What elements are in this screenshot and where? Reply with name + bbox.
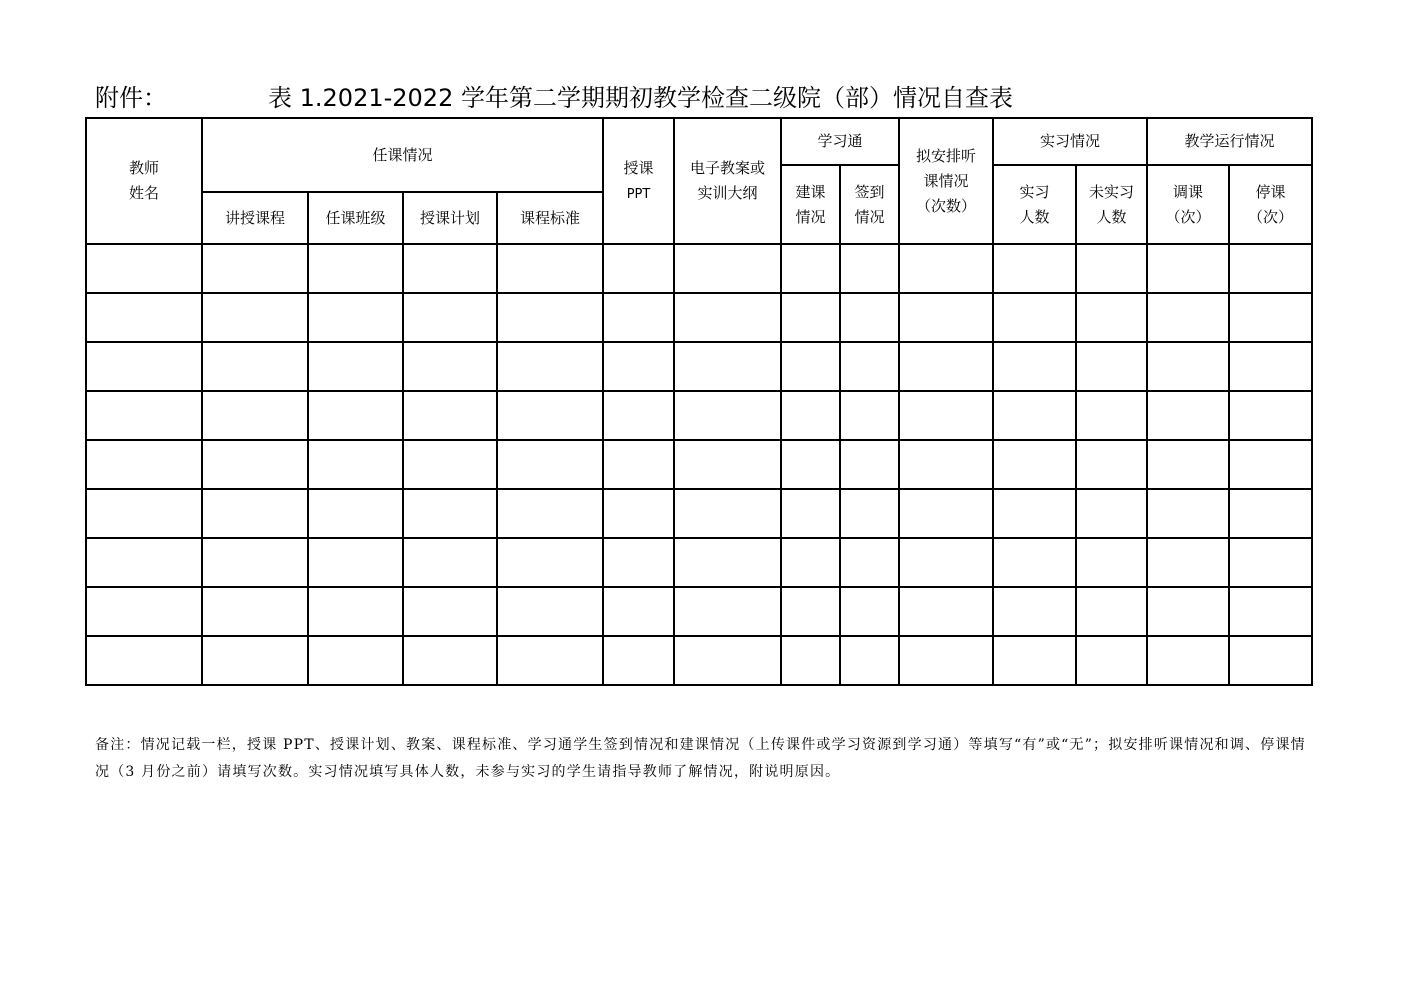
table-cell[interactable] — [1229, 489, 1312, 538]
remarks-note: 备注：情况记载一栏，授课 PPT、授课计划、教案、课程标准、学习通学生签到情况和建课情况（上传课件或学习资源到学习通）等填写“有”或“无”；拟安排听课情况和调、停课情况（3 月份之前）请填写次数。实习情况填写具体人数，未参与实习的学生请指导教师了解情况，附说明原因。 — [95, 737, 1306, 780]
table-cell[interactable] — [202, 440, 308, 489]
table-cell[interactable] — [674, 538, 781, 587]
page-heading — [95, 80, 1315, 116]
table-cell[interactable] — [1076, 440, 1147, 489]
table-cell[interactable] — [1147, 244, 1229, 293]
header-sign-in: 签到 情况 — [840, 165, 899, 244]
table-row — [86, 538, 1312, 587]
table-cell[interactable] — [202, 342, 308, 391]
table-cell[interactable] — [603, 538, 674, 587]
table-cell[interactable] — [1076, 538, 1147, 587]
table-cell[interactable] — [781, 244, 840, 293]
table-cell[interactable] — [403, 489, 497, 538]
table-cell[interactable] — [1147, 440, 1229, 489]
table-cell[interactable] — [1076, 489, 1147, 538]
table-cell[interactable] — [840, 538, 899, 587]
header-intern-count: 实习 人数 — [993, 165, 1076, 244]
table-cell[interactable] — [781, 587, 840, 636]
table-cell[interactable] — [840, 391, 899, 440]
table-cell[interactable] — [1229, 636, 1312, 685]
table-row — [86, 489, 1312, 538]
table-cell[interactable] — [308, 538, 403, 587]
table-cell[interactable] — [840, 636, 899, 685]
table-cell[interactable] — [781, 636, 840, 685]
header-teacher-name: 教师 姓名 — [86, 118, 202, 244]
table-cell[interactable] — [403, 587, 497, 636]
table-cell[interactable] — [674, 440, 781, 489]
table-cell[interactable] — [781, 391, 840, 440]
table-row — [86, 293, 1312, 342]
header-teaching-assignment: 任课情况 — [202, 118, 603, 192]
table-cell[interactable] — [674, 391, 781, 440]
table-cell[interactable] — [1076, 587, 1147, 636]
table-cell[interactable] — [899, 440, 993, 489]
table-cell[interactable] — [86, 587, 202, 636]
table-cell[interactable] — [86, 293, 202, 342]
table-cell[interactable] — [403, 636, 497, 685]
table-cell[interactable] — [603, 391, 674, 440]
table-cell[interactable] — [86, 538, 202, 587]
table-cell[interactable] — [202, 587, 308, 636]
header-xuexitong: 学习通 — [781, 118, 899, 165]
table-cell[interactable] — [308, 342, 403, 391]
table-cell[interactable] — [840, 587, 899, 636]
table-cell[interactable] — [308, 293, 403, 342]
table-cell[interactable] — [603, 636, 674, 685]
attachment-label: 附件： — [95, 84, 167, 112]
table-cell[interactable] — [202, 538, 308, 587]
table-cell[interactable] — [1076, 244, 1147, 293]
table-cell[interactable] — [497, 587, 603, 636]
table-cell[interactable] — [403, 342, 497, 391]
table-cell[interactable] — [993, 538, 1076, 587]
header-course: 讲授课程 — [202, 192, 308, 244]
table-cell[interactable] — [1147, 391, 1229, 440]
header-teaching-operation: 教学运行情况 — [1147, 118, 1312, 165]
table-cell[interactable] — [993, 244, 1076, 293]
table-cell[interactable] — [86, 636, 202, 685]
table-cell[interactable] — [993, 440, 1076, 489]
table-cell[interactable] — [202, 244, 308, 293]
table-cell[interactable] — [899, 636, 993, 685]
table-cell[interactable] — [403, 244, 497, 293]
table-cell[interactable] — [308, 440, 403, 489]
header-suspend: 停课 （次） — [1229, 165, 1312, 244]
table-cell[interactable] — [1147, 538, 1229, 587]
header-lesson-plan: 电子教案或 实训大纲 — [674, 118, 781, 244]
table-cell[interactable] — [993, 342, 1076, 391]
table-cell[interactable] — [781, 538, 840, 587]
table-cell[interactable] — [308, 244, 403, 293]
table-cell[interactable] — [781, 489, 840, 538]
table-row — [86, 342, 1312, 391]
table-cell[interactable] — [781, 440, 840, 489]
table-cell[interactable] — [603, 342, 674, 391]
table-cell[interactable] — [674, 489, 781, 538]
table-cell[interactable] — [1076, 293, 1147, 342]
table-cell[interactable] — [899, 587, 993, 636]
table-cell[interactable] — [308, 636, 403, 685]
table-cell[interactable] — [497, 244, 603, 293]
table-cell[interactable] — [899, 293, 993, 342]
header-internship: 实习情况 — [993, 118, 1147, 165]
table-row — [86, 587, 1312, 636]
header-non-intern-count: 未实习 人数 — [1076, 165, 1147, 244]
header-course-build: 建课 情况 — [781, 165, 840, 244]
table-cell[interactable] — [1147, 636, 1229, 685]
table-cell[interactable] — [993, 391, 1076, 440]
table-cell[interactable] — [781, 342, 840, 391]
table-cell[interactable] — [497, 293, 603, 342]
table-cell[interactable] — [781, 293, 840, 342]
table-row — [86, 391, 1312, 440]
table-row — [86, 440, 1312, 489]
table-cell[interactable] — [603, 440, 674, 489]
table-cell[interactable] — [840, 489, 899, 538]
table-cell[interactable] — [993, 293, 1076, 342]
table-cell[interactable] — [202, 489, 308, 538]
table-cell[interactable] — [1147, 489, 1229, 538]
table-cell[interactable] — [840, 440, 899, 489]
table-cell[interactable] — [86, 440, 202, 489]
table-cell[interactable] — [840, 342, 899, 391]
table-cell[interactable] — [1229, 244, 1312, 293]
table-cell[interactable] — [1229, 538, 1312, 587]
table-cell[interactable] — [86, 342, 202, 391]
table-cell[interactable] — [1076, 342, 1147, 391]
table-cell[interactable] — [674, 587, 781, 636]
table-cell[interactable] — [840, 293, 899, 342]
table-cell[interactable] — [899, 342, 993, 391]
table-cell[interactable] — [403, 391, 497, 440]
table-cell[interactable] — [674, 244, 781, 293]
table-cell[interactable] — [993, 489, 1076, 538]
table-cell[interactable] — [403, 538, 497, 587]
table-cell[interactable] — [86, 391, 202, 440]
table-cell[interactable] — [403, 293, 497, 342]
table-cell[interactable] — [497, 342, 603, 391]
table-cell[interactable] — [899, 391, 993, 440]
table-cell[interactable] — [1076, 636, 1147, 685]
table-cell[interactable] — [1147, 342, 1229, 391]
form-title: 表 1.2021-2022 学年第二学期期初教学检查二级院（部）情况自查表 — [268, 84, 1013, 112]
table-cell[interactable] — [993, 636, 1076, 685]
table-cell[interactable] — [840, 244, 899, 293]
table-cell[interactable] — [1229, 293, 1312, 342]
table-cell[interactable] — [497, 391, 603, 440]
table-cell[interactable] — [202, 293, 308, 342]
table-cell[interactable] — [308, 489, 403, 538]
table-cell[interactable] — [308, 587, 403, 636]
table-cell[interactable] — [899, 244, 993, 293]
table-cell[interactable] — [86, 489, 202, 538]
header-class: 任课班级 — [308, 192, 403, 244]
table-cell[interactable] — [1147, 587, 1229, 636]
table-cell[interactable] — [403, 440, 497, 489]
table-cell[interactable] — [603, 587, 674, 636]
table-cell[interactable] — [1229, 587, 1312, 636]
table-cell[interactable] — [603, 489, 674, 538]
table-cell[interactable] — [1229, 391, 1312, 440]
table-cell[interactable] — [1229, 440, 1312, 489]
table-row — [86, 244, 1312, 293]
table-cell[interactable] — [674, 293, 781, 342]
self-check-table — [85, 117, 1313, 686]
table-cell[interactable] — [86, 244, 202, 293]
header-row-1 — [86, 118, 1312, 165]
table-cell[interactable] — [497, 636, 603, 685]
table-cell[interactable] — [202, 636, 308, 685]
table-cell[interactable] — [674, 636, 781, 685]
table-cell[interactable] — [497, 489, 603, 538]
table-cell[interactable] — [1147, 293, 1229, 342]
table-cell[interactable] — [497, 538, 603, 587]
table-cell[interactable] — [497, 440, 603, 489]
table-cell[interactable] — [1076, 391, 1147, 440]
header-ppt: 授课 PPT — [603, 118, 674, 244]
header-standard: 课程标准 — [497, 192, 603, 244]
table-cell[interactable] — [899, 489, 993, 538]
table-cell[interactable] — [674, 342, 781, 391]
table-cell[interactable] — [603, 293, 674, 342]
table-cell[interactable] — [899, 538, 993, 587]
table-cell[interactable] — [993, 587, 1076, 636]
header-plan: 授课计划 — [403, 192, 497, 244]
table-cell[interactable] — [308, 391, 403, 440]
table-cell[interactable] — [603, 244, 674, 293]
header-audit-plan: 拟安排听 课情况 （次数） — [899, 118, 993, 244]
header-reschedule: 调课 （次） — [1147, 165, 1229, 244]
table-row — [86, 636, 1312, 685]
table-cell[interactable] — [202, 391, 308, 440]
table-cell[interactable] — [1229, 342, 1312, 391]
